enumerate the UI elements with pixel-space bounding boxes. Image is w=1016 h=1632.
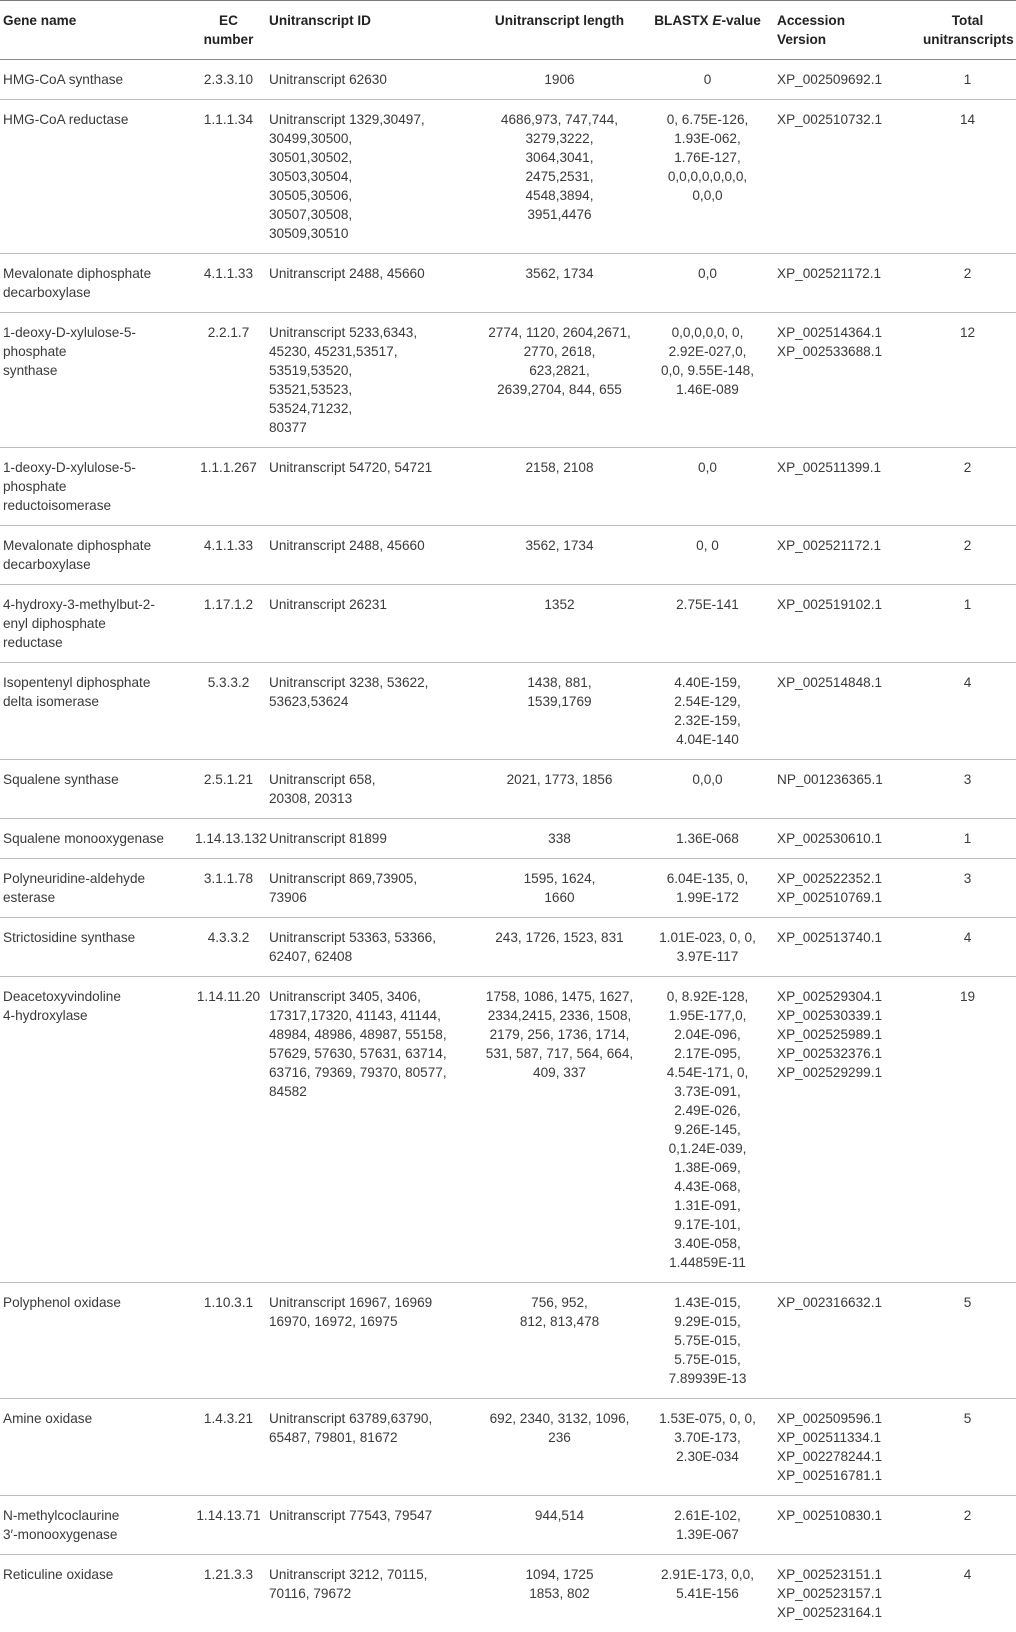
cell-blastx-evalue: 0 <box>642 60 774 100</box>
cell-gene-name: HMG-CoA reductase <box>0 100 192 254</box>
header-gene-name: Gene name <box>0 1 192 60</box>
cell-unitranscript-id: Unitranscript 869,73905, 73906 <box>266 859 478 918</box>
cell-ec-number: 1.21.3.3 <box>192 1555 266 1632</box>
cell-total-unitranscripts: 1 <box>920 60 1016 100</box>
table-row <box>0 585 1016 663</box>
cell-blastx-evalue: 0, 6.75E-126, 1.93E-062, 1.76E-127, 0,0,0,0,0,0,0, 0,0,0 <box>642 100 774 254</box>
cell-unitranscript-length: 2158, 2108 <box>478 448 642 526</box>
cell-unitranscript-id: Unitranscript 53363, 53366, 62407, 62408 <box>266 918 478 977</box>
header-ec-number: EC number <box>192 1 266 60</box>
cell-gene-name: Isopentenyl diphosphate delta isomerase <box>0 663 192 760</box>
table-body <box>0 60 1016 1632</box>
cell-total-unitranscripts: 5 <box>920 1399 1016 1496</box>
cell-ec-number: 4.3.3.2 <box>192 918 266 977</box>
cell-unitranscript-length: 4686,973, 747,744, 3279,3222, 3064,3041, 2475,2531, 4548,3894, 3951,4476 <box>478 100 642 254</box>
cell-unitranscript-length: 944,514 <box>478 1496 642 1555</box>
cell-ec-number: 1.14.11.20 <box>192 977 266 1283</box>
cell-accession-version: XP_002522352.1 XP_002510769.1 <box>774 859 920 918</box>
table-row <box>0 1399 1016 1496</box>
cell-gene-name: Polyneuridine-aldehyde esterase <box>0 859 192 918</box>
cell-unitranscript-id: Unitranscript 16967, 16969 16970, 16972, 16975 <box>266 1283 478 1399</box>
header-row <box>0 1 1016 60</box>
cell-ec-number: 1.17.1.2 <box>192 585 266 663</box>
cell-accession-version: XP_002510830.1 <box>774 1496 920 1555</box>
cell-ec-number: 1.10.3.1 <box>192 1283 266 1399</box>
cell-unitranscript-id: Unitranscript 3238, 53622, 53623,53624 <box>266 663 478 760</box>
cell-total-unitranscripts: 1 <box>920 585 1016 663</box>
cell-unitranscript-length: 2021, 1773, 1856 <box>478 760 642 819</box>
cell-blastx-evalue: 1.53E-075, 0, 0, 3.70E-173, 2.30E-034 <box>642 1399 774 1496</box>
cell-total-unitranscripts: 4 <box>920 918 1016 977</box>
table-row <box>0 1496 1016 1555</box>
cell-gene-name: HMG-CoA synthase <box>0 60 192 100</box>
cell-gene-name: Squalene synthase <box>0 760 192 819</box>
cell-ec-number: 1.1.1.34 <box>192 100 266 254</box>
cell-gene-name: Mevalonate diphosphate decarboxylase <box>0 526 192 585</box>
table-row <box>0 60 1016 100</box>
table-row <box>0 1283 1016 1399</box>
cell-blastx-evalue: 1.43E-015, 9.29E-015, 5.75E-015, 5.75E-015, 7.89939E-13 <box>642 1283 774 1399</box>
cell-blastx-evalue: 2.61E-102, 1.39E-067 <box>642 1496 774 1555</box>
table-row <box>0 100 1016 254</box>
cell-gene-name: Deacetoxyvindoline 4-hydroxylase <box>0 977 192 1283</box>
table-row <box>0 819 1016 859</box>
cell-ec-number: 4.1.1.33 <box>192 526 266 585</box>
header-blastx-prefix: BLASTX <box>654 13 712 28</box>
cell-gene-name: N-methylcoclaurine 3′-monooxygenase <box>0 1496 192 1555</box>
cell-unitranscript-id: Unitranscript 63789,63790, 65487, 79801, 81672 <box>266 1399 478 1496</box>
cell-blastx-evalue: 0, 8.92E-128, 1.95E-177,0, 2.04E-096, 2.17E-095, 4.54E-171, 0, 3.73E-091, 2.49E-026, 9.26E-145, 0,1.24E-039, 1.38E-069, 4.43E-068, 1.31E-091, 9.17E-101, 3.40E-058, 1.44859E-11 <box>642 977 774 1283</box>
cell-accession-version: XP_002510732.1 <box>774 100 920 254</box>
cell-total-unitranscripts: 2 <box>920 1496 1016 1555</box>
cell-gene-name: Squalene monooxygenase <box>0 819 192 859</box>
cell-ec-number: 1.4.3.21 <box>192 1399 266 1496</box>
cell-unitranscript-id: Unitranscript 3212, 70115, 70116, 79672 <box>266 1555 478 1632</box>
cell-accession-version: XP_002316632.1 <box>774 1283 920 1399</box>
cell-total-unitranscripts: 2 <box>920 448 1016 526</box>
cell-unitranscript-length: 692, 2340, 3132, 1096, 236 <box>478 1399 642 1496</box>
cell-gene-name: Strictosidine synthase <box>0 918 192 977</box>
cell-total-unitranscripts: 4 <box>920 663 1016 760</box>
cell-unitranscript-id: Unitranscript 54720, 54721 <box>266 448 478 526</box>
cell-unitranscript-length: 1438, 881, 1539,1769 <box>478 663 642 760</box>
table-row <box>0 313 1016 448</box>
cell-unitranscript-id: Unitranscript 2488, 45660 <box>266 254 478 313</box>
header-blastx-italic: E <box>712 13 721 28</box>
cell-blastx-evalue: 0, 0 <box>642 526 774 585</box>
cell-blastx-evalue: 0,0 <box>642 448 774 526</box>
cell-blastx-evalue: 0,0,0 <box>642 760 774 819</box>
table-row <box>0 663 1016 760</box>
cell-unitranscript-length: 3562, 1734 <box>478 254 642 313</box>
cell-gene-name: 1-deoxy-D-xylulose-5- phosphate synthase <box>0 313 192 448</box>
header-unitranscript-id: Unitranscript ID <box>266 1 478 60</box>
table-row <box>0 526 1016 585</box>
cell-accession-version: NP_001236365.1 <box>774 760 920 819</box>
cell-ec-number: 1.14.13.132 <box>192 819 266 859</box>
cell-accession-version: XP_002529304.1 XP_002530339.1 XP_002525989.1 XP_002532376.1 XP_002529299.1 <box>774 977 920 1283</box>
cell-accession-version: XP_002523151.1 XP_002523157.1 XP_002523164.1 <box>774 1555 920 1632</box>
cell-accession-version: XP_002514364.1 XP_002533688.1 <box>774 313 920 448</box>
cell-total-unitranscripts: 2 <box>920 254 1016 313</box>
cell-gene-name: Amine oxidase <box>0 1399 192 1496</box>
cell-accession-version: XP_002509596.1 XP_002511334.1 XP_002278244.1 XP_002516781.1 <box>774 1399 920 1496</box>
cell-accession-version: XP_002530610.1 <box>774 819 920 859</box>
cell-total-unitranscripts: 4 <box>920 1555 1016 1632</box>
header-blastx-evalue <box>642 1 774 60</box>
cell-unitranscript-id: Unitranscript 26231 <box>266 585 478 663</box>
cell-ec-number: 1.14.13.71 <box>192 1496 266 1555</box>
table-header <box>0 1 1016 60</box>
cell-unitranscript-id: Unitranscript 2488, 45660 <box>266 526 478 585</box>
cell-accession-version: XP_002513740.1 <box>774 918 920 977</box>
cell-gene-name: Reticuline oxidase <box>0 1555 192 1632</box>
table-row <box>0 859 1016 918</box>
cell-unitranscript-length: 756, 952, 812, 813,478 <box>478 1283 642 1399</box>
cell-unitranscript-length: 338 <box>478 819 642 859</box>
cell-gene-name: 4-hydroxy-3-methylbut-2- enyl diphosphate reductase <box>0 585 192 663</box>
cell-gene-name: Mevalonate diphosphate decarboxylase <box>0 254 192 313</box>
cell-accession-version: XP_002521172.1 <box>774 526 920 585</box>
cell-unitranscript-length: 243, 1726, 1523, 831 <box>478 918 642 977</box>
cell-unitranscript-id: Unitranscript 81899 <box>266 819 478 859</box>
cell-unitranscript-id: Unitranscript 5233,6343, 45230, 45231,53517, 53519,53520, 53521,53523, 53524,71232, 80377 <box>266 313 478 448</box>
cell-unitranscript-id: Unitranscript 77543, 79547 <box>266 1496 478 1555</box>
cell-accession-version: XP_002519102.1 <box>774 585 920 663</box>
cell-total-unitranscripts: 5 <box>920 1283 1016 1399</box>
cell-ec-number: 4.1.1.33 <box>192 254 266 313</box>
table-row <box>0 448 1016 526</box>
cell-unitranscript-length: 1758, 1086, 1475, 1627, 2334,2415, 2336, 1508, 2179, 256, 1736, 1714, 531, 587, 717, 564, 664, 409, 337 <box>478 977 642 1283</box>
cell-ec-number: 2.5.1.21 <box>192 760 266 819</box>
cell-accession-version: XP_002509692.1 <box>774 60 920 100</box>
cell-blastx-evalue: 2.91E-173, 0,0, 5.41E-156 <box>642 1555 774 1632</box>
table-row <box>0 760 1016 819</box>
cell-total-unitranscripts: 12 <box>920 313 1016 448</box>
cell-unitranscript-id: Unitranscript 3405, 3406, 17317,17320, 41143, 41144, 48984, 48986, 48987, 55158, 57629, 57630, 57631, 63714, 63716, 79369, 79370, 80577, 84582 <box>266 977 478 1283</box>
cell-unitranscript-id: Unitranscript 658, 20308, 20313 <box>266 760 478 819</box>
cell-ec-number: 1.1.1.267 <box>192 448 266 526</box>
cell-ec-number: 2.3.3.10 <box>192 60 266 100</box>
cell-total-unitranscripts: 14 <box>920 100 1016 254</box>
cell-blastx-evalue: 2.75E-141 <box>642 585 774 663</box>
cell-accession-version: XP_002514848.1 <box>774 663 920 760</box>
cell-total-unitranscripts: 19 <box>920 977 1016 1283</box>
cell-ec-number: 2.2.1.7 <box>192 313 266 448</box>
header-total-unitranscripts: Total unitranscripts <box>920 1 1016 60</box>
cell-unitranscript-id: Unitranscript 1329,30497, 30499,30500, 30501,30502, 30503,30504, 30505,30506, 30507,30508, 30509,30510 <box>266 100 478 254</box>
cell-unitranscript-length: 1595, 1624, 1660 <box>478 859 642 918</box>
header-accession-version: Accession Version <box>774 1 920 60</box>
cell-unitranscript-length: 1906 <box>478 60 642 100</box>
cell-blastx-evalue: 6.04E-135, 0, 1.99E-172 <box>642 859 774 918</box>
cell-unitranscript-length: 3562, 1734 <box>478 526 642 585</box>
cell-blastx-evalue: 0,0 <box>642 254 774 313</box>
cell-accession-version: XP_002511399.1 <box>774 448 920 526</box>
cell-unitranscript-id: Unitranscript 62630 <box>266 60 478 100</box>
cell-ec-number: 5.3.3.2 <box>192 663 266 760</box>
cell-gene-name: Polyphenol oxidase <box>0 1283 192 1399</box>
table-row <box>0 254 1016 313</box>
cell-total-unitranscripts: 2 <box>920 526 1016 585</box>
cell-total-unitranscripts: 1 <box>920 819 1016 859</box>
table-row <box>0 918 1016 977</box>
header-unitranscript-length: Unitranscript length <box>478 1 642 60</box>
cell-blastx-evalue: 4.40E-159, 2.54E-129, 2.32E-159, 4.04E-140 <box>642 663 774 760</box>
cell-blastx-evalue: 1.36E-068 <box>642 819 774 859</box>
cell-unitranscript-length: 1094, 1725 1853, 802 <box>478 1555 642 1632</box>
table-row <box>0 1555 1016 1632</box>
cell-blastx-evalue: 1.01E-023, 0, 0, 3.97E-117 <box>642 918 774 977</box>
cell-unitranscript-length: 2774, 1120, 2604,2671, 2770, 2618, 623,2821, 2639,2704, 844, 655 <box>478 313 642 448</box>
cell-accession-version: XP_002521172.1 <box>774 254 920 313</box>
table-row <box>0 977 1016 1283</box>
header-blastx-suffix: -value <box>721 13 760 28</box>
cell-total-unitranscripts: 3 <box>920 859 1016 918</box>
cell-unitranscript-length: 1352 <box>478 585 642 663</box>
cell-blastx-evalue: 0,0,0,0,0, 0, 2.92E-027,0, 0,0, 9.55E-148, 1.46E-089 <box>642 313 774 448</box>
cell-gene-name: 1-deoxy-D-xylulose-5- phosphate reductoisomerase <box>0 448 192 526</box>
cell-ec-number: 3.1.1.78 <box>192 859 266 918</box>
cell-total-unitranscripts: 3 <box>920 760 1016 819</box>
